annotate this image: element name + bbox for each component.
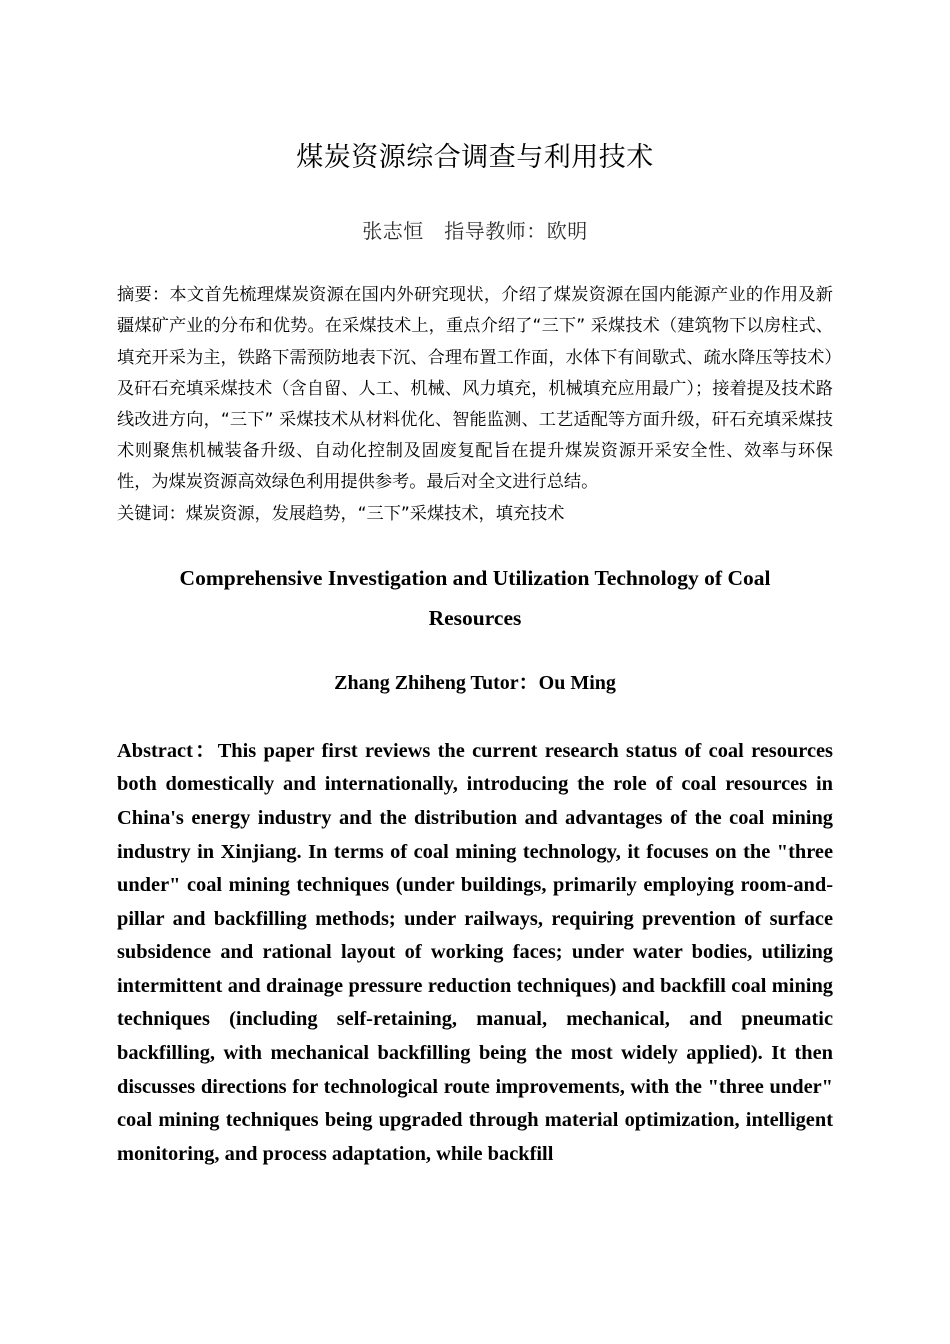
author-line-chinese: 张志恒 指导教师：欧明 — [362, 221, 588, 244]
abstract-block-chinese — [117, 280, 833, 530]
abstract-text-english: Abstract：This paper first reviews the current research status of coal resources both domestically and internationally, introducing the role of coal resources in China's energy industry and the distribution and advantages of the coal mining industry in Xinjiang. In terms of coal mining technology, it focuses on the "three under" coal mining techniques (under buildings, primarily employing room-and-pillar and backfilling methods; under railways, requiring prevention of surface subsidence and rational layout of working faces; under water bodies, utilizing intermittent and drainage pressure reduction techniques) and backfill coal mining techniques (including self-retaining, manual, mechanical, and pneumatic backfilling, with mechanical backfilling being the most widely applied). It then discusses directions for technological route improvements, with the "three under" coal mining techniques being upgraded through material optimization, intelligent monitoring, and process adaptation, while backfill — [117, 739, 833, 1165]
abstract-text-chinese: 摘要：本文首先梳理煤炭资源在国内外研究现状，介绍了煤炭资源在国内能源产业的作用及新疆煤矿产业的分布和优势。在采煤技术上，重点介绍了“三下” 采煤技术（建筑物下以房柱式、填充开采为主，铁路下需预防地表下沉、合理布置工作面，水体下有间歇式、疏水降压等技术）及矸石充填采煤技术（含自留、人工、机械、风力填充，机械填充应用最广）；接着提及技术路线改进方向，“三下” 采煤技术从材料优化、智能监测、工艺适配等方面升级，矸石充填采煤技术则聚焦机械装备升级、自动化控制及固废复配旨在提升煤炭资源开采安全性、效率与环保性，为煤炭资源高效绿色利用提供参考。最后对全文进行总结。 — [117, 285, 833, 493]
keywords-chinese: 关键词：煤炭资源，发展趋势，“三下”采煤技术，填充技术 — [117, 503, 565, 524]
page-title-chinese: 煤炭资源综合调查与利用技术 — [296, 142, 654, 173]
author-line-english: Zhang Zhiheng Tutor：Ou Ming — [334, 671, 616, 694]
page-title-english: Comprehensive Investigation and Utilization Technology of Coal Resources — [179, 565, 771, 630]
